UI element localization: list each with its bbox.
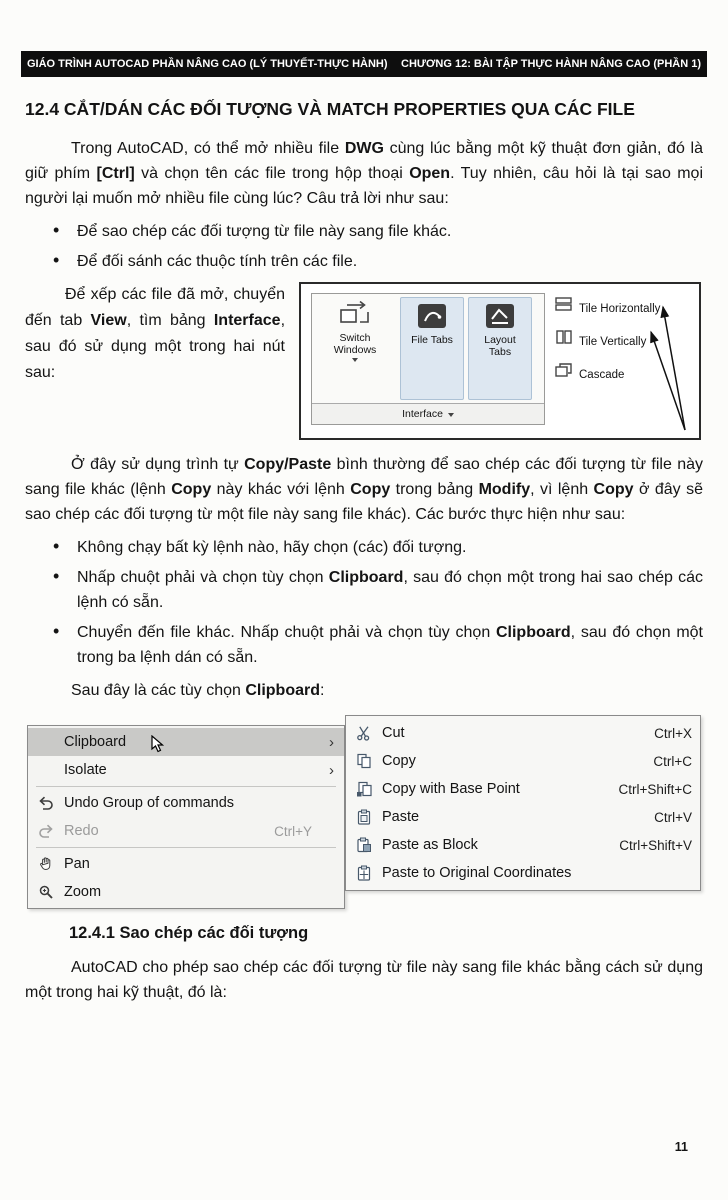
window-arrange-options — [555, 296, 697, 388]
file-tabs-toggle[interactable] — [400, 297, 464, 400]
bullet-item: • Không chạy bất kỳ lệnh nào, hãy chọn (các) đối tượng. — [47, 535, 703, 560]
arrange-option-label: Cascade — [579, 368, 625, 381]
switch-windows-icon — [338, 299, 372, 330]
icon-placeholder — [34, 733, 58, 751]
redo-icon — [34, 822, 58, 840]
undo-icon — [34, 794, 58, 812]
bullet-list-reasons — [25, 219, 703, 274]
menu-separator — [36, 847, 336, 848]
menu-item-shortcut: Ctrl+Y — [274, 823, 312, 839]
clipboard-submenu — [345, 715, 701, 891]
arrange-option-cascade[interactable] — [555, 362, 697, 388]
icon-placeholder — [34, 761, 58, 779]
submenu-item-copy[interactable] — [346, 747, 700, 775]
submenu-item-paste-to-original-coordinates[interactable] — [346, 859, 700, 887]
menu-item-label: Paste — [382, 808, 420, 825]
menu-item-label: Pan — [64, 855, 90, 872]
submenu-arrow-icon — [329, 758, 334, 783]
bullet-item: • Để đối sánh các thuộc tính trên các file. — [47, 249, 703, 274]
layout-tabs-label: Layout Tabs — [484, 334, 516, 358]
paste-as-block-icon — [352, 836, 376, 854]
context-menu-item-undo-group-of-commands[interactable] — [28, 789, 344, 817]
submenu-arrow-icon — [329, 730, 334, 755]
switch-windows-label: Switch Windows — [333, 332, 377, 356]
arrange-option-tile-horizontally[interactable] — [555, 296, 697, 322]
context-menu-item-redo[interactable] — [28, 817, 344, 845]
clipboard-context-menu-figure — [25, 711, 703, 913]
figure-row — [25, 282, 703, 440]
copy-icon — [352, 752, 376, 770]
context-menu-item-isolate[interactable] — [28, 756, 344, 784]
submenu-item-paste-as-block[interactable] — [346, 831, 700, 859]
paragraph: Để xếp các file đã mở, chuyển đến tab View, tìm bảng Interface, sau đó sử dụng một trong hai nút sau: — [25, 286, 286, 381]
interface-panel-label[interactable] — [312, 403, 544, 424]
paste-icon — [352, 808, 376, 826]
paste-to-original-coordinates-icon — [352, 864, 376, 882]
context-menu-item-pan[interactable] — [28, 850, 344, 878]
menu-item-shortcut: Ctrl+X — [654, 725, 692, 741]
file-tabs-label: File Tabs — [411, 334, 453, 346]
menu-item-label: Isolate — [64, 761, 107, 778]
menu-item-label: Paste to Original Coordinates — [382, 864, 572, 881]
arrange-option-tile-vertically[interactable] — [555, 329, 697, 355]
cut-icon — [352, 724, 376, 742]
submenu-item-copy-with-base-point[interactable] — [346, 775, 700, 803]
menu-item-label: Redo — [64, 822, 99, 839]
arrange-option-label: Tile Horizontally — [579, 302, 661, 315]
paragraph: AutoCAD cho phép sao chép các đối tượng từ file này sang file khác bằng cách sử dụng một trong hai kỹ thuật, đó là: — [25, 959, 703, 1001]
interface-panel-figure — [299, 282, 701, 440]
bullet-item: • Chuyển đến file khác. Nhấp chuột phải và chọn tùy chọn Clipboard, sau đó chọn một trong ba lệnh dán có sẵn. — [47, 620, 703, 670]
menu-item-label: Paste as Block — [382, 836, 478, 853]
switch-windows-button[interactable] — [312, 294, 398, 403]
bullet-item: • Để sao chép các đối tượng từ file này sang file khác. — [47, 219, 703, 244]
panel-label-text: Interface — [402, 407, 443, 420]
file-tabs-icon — [417, 303, 447, 332]
submenu-item-cut[interactable] — [346, 719, 700, 747]
menu-item-label: Cut — [382, 724, 405, 741]
menu-item-shortcut: Ctrl+C — [653, 753, 692, 769]
menu-item-shortcut: Ctrl+Shift+C — [618, 781, 692, 797]
pan-icon — [34, 855, 58, 873]
layout-tabs-icon — [485, 303, 515, 332]
menu-item-label: Clipboard — [64, 733, 127, 750]
paragraph: Trong AutoCAD, có thể mở nhiều file DWG cùng lúc bằng một kỹ thuật đơn giản, đó là giữ phím [Ctrl] và chọn tên các file trong hộp thoại Open. Tuy nhiên, câu hỏi là tại sao mọi người lại muốn mở nhiều file cùng lúc? Câu trả lời như sau: — [25, 140, 704, 207]
menu-item-label: Copy with Base Point — [382, 780, 520, 797]
layout-tabs-toggle[interactable] — [468, 297, 532, 400]
sub-section-title: 12.4.1 Sao chép các đối tượng — [69, 924, 309, 942]
header-right-title: CHƯƠNG 12: BÀI TẬP THỰC HÀNH NÂNG CAO (PHẦN 1) — [401, 58, 701, 70]
arrange-option-label: Tile Vertically — [579, 335, 647, 348]
ribbon-panel-body — [312, 294, 544, 403]
context-menu-item-clipboard[interactable] — [28, 728, 344, 756]
menu-item-shortcut: Ctrl+V — [654, 809, 692, 825]
bullet-item: • Nhấp chuột phải và chọn tùy chọn Clipboard, sau đó chọn một trong hai sao chép các lệnh có sẵn. — [47, 565, 703, 615]
section-title: 12.4 CẮT/DÁN CÁC ĐỐI TƯỢNG VÀ MATCH PROPERTIES QUA CÁC FILE — [25, 99, 635, 119]
paragraph: Sau đây là các tùy chọn Clipboard: — [71, 682, 325, 699]
paragraph: Ở đây sử dụng trình tự Copy/Paste bình thường để sao chép các đối tượng từ file này sang file khác (lệnh Copy này khác với lệnh Copy trong bảng Modify, vì lệnh Copy ở đây sẽ sao chép các đối tượng từ một file này sang file khác). Các bước thực hiện như sau: — [25, 456, 704, 523]
menu-item-label: Undo Group of commands — [64, 794, 235, 811]
context-menu-item-zoom[interactable] — [28, 878, 344, 906]
copy-with-base-point-icon — [352, 780, 376, 798]
tile-vertically-icon — [555, 329, 573, 355]
menu-item-label: Zoom — [64, 883, 102, 900]
tile-horizontally-icon — [555, 296, 573, 322]
page-header-bar — [21, 51, 707, 77]
cascade-icon — [555, 362, 573, 388]
zoom-icon — [34, 883, 58, 901]
menu-item-label: Copy — [382, 752, 416, 769]
dropdown-caret-icon — [352, 358, 358, 362]
menu-separator — [36, 786, 336, 787]
submenu-item-paste[interactable] — [346, 803, 700, 831]
page-content — [25, 96, 703, 1013]
ribbon-interface-panel — [311, 293, 545, 425]
bullet-list-steps — [25, 535, 703, 670]
header-left-title: GIÁO TRÌNH AUTOCAD PHẦN NÂNG CAO (LÝ THUYẾT-THỰC HÀNH) — [27, 58, 388, 70]
menu-item-shortcut: Ctrl+Shift+V — [619, 837, 692, 853]
context-menu — [27, 725, 345, 909]
panel-caret-icon — [448, 413, 454, 417]
page-number: 11 — [674, 1140, 688, 1154]
